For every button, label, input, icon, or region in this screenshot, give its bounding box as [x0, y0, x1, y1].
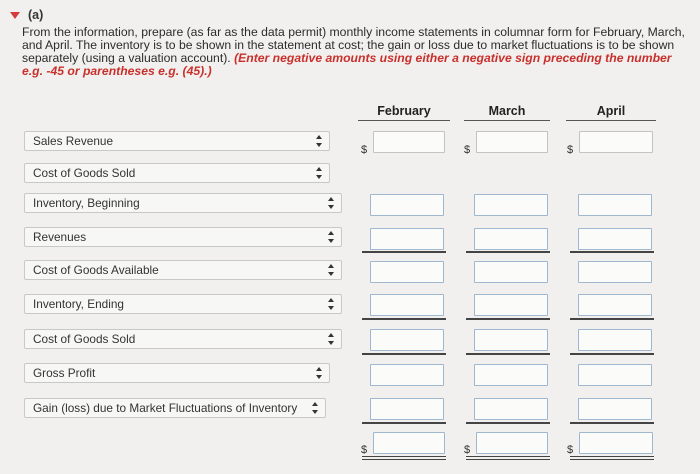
inventory-beginning-march-input[interactable]: [474, 194, 548, 216]
select-arrows-icon: [315, 135, 323, 147]
cost-of-goods-available-february-input[interactable]: [370, 261, 444, 283]
net-total-february-input[interactable]: [373, 432, 445, 454]
cost-of-goods-sold-april-input[interactable]: [578, 329, 652, 351]
column-header-april: April: [566, 104, 656, 121]
column-header-march: March: [464, 104, 550, 121]
dollar-sign: $: [567, 144, 574, 156]
subtotal-rule: [570, 318, 654, 320]
double-underline: [466, 456, 550, 460]
subtotal-rule: [362, 318, 446, 320]
select-arrows-icon: [311, 402, 319, 414]
sales-revenue-march-input[interactable]: [476, 131, 548, 153]
select-arrows-icon: [327, 197, 335, 209]
row-label: Cost of Goods Sold: [33, 332, 136, 346]
row-select-cost-of-goods-available[interactable]: [24, 260, 342, 280]
part-a-header[interactable]: [10, 8, 43, 22]
select-arrows-icon: [315, 167, 323, 179]
row-label: Cost of Goods Available: [33, 263, 159, 277]
row-select-cost-of-goods-sold[interactable]: [24, 329, 342, 349]
dollar-sign: $: [567, 444, 574, 456]
dollar-sign: $: [361, 144, 368, 156]
row-select-inventory-ending[interactable]: [24, 294, 342, 314]
part-label: (a): [28, 8, 44, 22]
row-label: Sales Revenue: [33, 134, 114, 148]
net-total-april-input[interactable]: [579, 432, 653, 454]
dollar-sign: $: [464, 144, 471, 156]
sales-revenue-april-input[interactable]: [579, 131, 653, 153]
revenues-march-input[interactable]: [474, 228, 548, 250]
select-arrows-icon: [327, 264, 335, 276]
row-label: Revenues: [33, 230, 87, 244]
subtotal-rule: [570, 422, 654, 424]
select-arrows-icon: [327, 298, 335, 310]
row-select-revenues[interactable]: [24, 227, 342, 247]
row-label: Inventory, Beginning: [33, 196, 140, 210]
gain-loss-march-input[interactable]: [474, 398, 548, 420]
subtotal-rule: [362, 422, 446, 424]
select-arrows-icon: [327, 333, 335, 345]
row-select-sales-revenue[interactable]: [24, 131, 330, 151]
cost-of-goods-sold-february-input[interactable]: [370, 329, 444, 351]
subtotal-rule: [362, 353, 446, 355]
gross-profit-march-input[interactable]: [474, 364, 548, 386]
inventory-beginning-april-input[interactable]: [578, 194, 652, 216]
subtotal-rule: [570, 251, 654, 253]
instructions-body: From the information, prepare (as far as the data permit) monthly income statements in columnar form for February, March, and April. The inventory is to be shown in the statement at cost; the gain or loss due to market fluctuations is to be shown separately (using a valuation account).: [22, 25, 685, 65]
subtotal-rule: [570, 353, 654, 355]
subtotal-rule: [466, 353, 550, 355]
revenues-april-input[interactable]: [578, 228, 652, 250]
row-label: Inventory, Ending: [33, 297, 124, 311]
inventory-ending-march-input[interactable]: [474, 294, 548, 316]
row-label: Gross Profit: [33, 366, 96, 380]
cost-of-goods-available-march-input[interactable]: [474, 261, 548, 283]
row-select-gross-profit[interactable]: [24, 363, 330, 383]
instructions-hint: (Enter negative amounts using either a negative sign preceding the number e.g. -45 or parentheses e.g. (45).): [22, 51, 672, 78]
cost-of-goods-available-april-input[interactable]: [578, 261, 652, 283]
gross-profit-april-input[interactable]: [578, 364, 652, 386]
inventory-beginning-february-input[interactable]: [370, 194, 444, 216]
cost-of-goods-sold-march-input[interactable]: [474, 329, 548, 351]
revenues-february-input[interactable]: [370, 228, 444, 250]
gross-profit-february-input[interactable]: [370, 364, 444, 386]
column-header-february: February: [358, 104, 450, 121]
dollar-sign: $: [464, 444, 471, 456]
subtotal-rule: [362, 251, 446, 253]
row-select-cost-of-goods-sold-heading[interactable]: [24, 163, 330, 183]
inventory-ending-february-input[interactable]: [370, 294, 444, 316]
select-arrows-icon: [327, 231, 335, 243]
dollar-sign: $: [361, 444, 368, 456]
gain-loss-february-input[interactable]: [370, 398, 444, 420]
sales-revenue-february-input[interactable]: [373, 131, 445, 153]
net-total-march-input[interactable]: [476, 432, 548, 454]
row-select-gain-loss-market-fluctuations[interactable]: [24, 398, 326, 418]
row-label: Gain (loss) due to Market Fluctuations of Inventory: [33, 401, 298, 415]
inventory-ending-april-input[interactable]: [578, 294, 652, 316]
select-arrows-icon: [315, 367, 323, 379]
subtotal-rule: [466, 251, 550, 253]
double-underline: [570, 456, 654, 460]
collapse-caret-icon[interactable]: [10, 12, 20, 19]
subtotal-rule: [466, 318, 550, 320]
subtotal-rule: [466, 422, 550, 424]
gain-loss-april-input[interactable]: [578, 398, 652, 420]
row-select-inventory-beginning[interactable]: [24, 193, 342, 213]
double-underline: [362, 456, 446, 460]
row-label: Cost of Goods Sold: [33, 166, 136, 180]
instructions-text: [22, 26, 688, 78]
